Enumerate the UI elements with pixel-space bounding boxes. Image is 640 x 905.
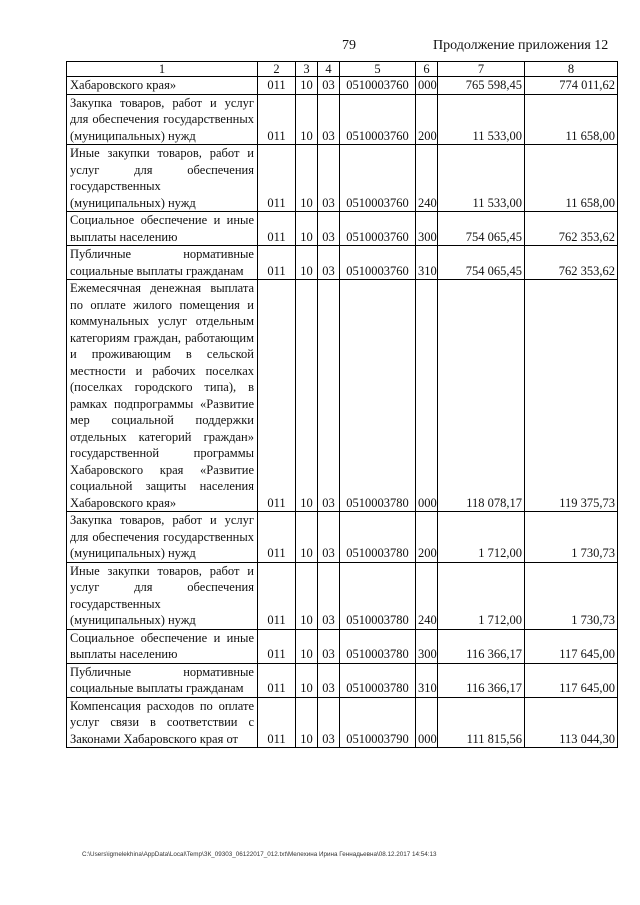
amount-cell: 754 065,45 <box>438 246 525 280</box>
table-row <box>67 663 618 697</box>
expense-name-cell: Закупка товаров, работ и услуг для обеспечения государственных (муниципальных) нужд <box>67 94 258 145</box>
table-row <box>67 562 618 629</box>
code-cell: 310 <box>416 246 438 280</box>
amount-cell: 11 658,00 <box>525 145 618 212</box>
column-header: 1 <box>67 62 258 77</box>
code-cell: 03 <box>318 212 340 246</box>
expense-name-cell: Социальное обеспечение и иные выплаты населению <box>67 212 258 246</box>
column-header: 3 <box>296 62 318 77</box>
expense-name-cell: Хабаровского края» <box>67 77 258 95</box>
code-cell: 0510003760 <box>340 94 416 145</box>
code-cell: 300 <box>416 629 438 663</box>
code-cell: 03 <box>318 145 340 212</box>
code-cell: 0510003780 <box>340 512 416 563</box>
code-cell: 011 <box>258 77 296 95</box>
amount-cell: 113 044,30 <box>525 697 618 748</box>
code-cell: 011 <box>258 94 296 145</box>
continuation-note: Продолжение приложения 12 <box>433 38 609 53</box>
budget-table <box>66 61 618 748</box>
code-cell: 03 <box>318 280 340 512</box>
code-cell: 10 <box>296 629 318 663</box>
table-row <box>67 212 618 246</box>
code-cell: 03 <box>318 562 340 629</box>
amount-cell: 762 353,62 <box>525 212 618 246</box>
code-cell: 000 <box>416 77 438 95</box>
amount-cell: 1 712,00 <box>438 562 525 629</box>
code-cell: 03 <box>318 246 340 280</box>
column-header: 7 <box>438 62 525 77</box>
amount-cell: 11 658,00 <box>525 94 618 145</box>
amount-cell: 754 065,45 <box>438 212 525 246</box>
code-cell: 000 <box>416 280 438 512</box>
code-cell: 10 <box>296 512 318 563</box>
amount-cell: 111 815,56 <box>438 697 525 748</box>
amount-cell: 774 011,62 <box>525 77 618 95</box>
code-cell: 10 <box>296 77 318 95</box>
amount-cell: 1 730,73 <box>525 512 618 563</box>
amount-cell: 117 645,00 <box>525 629 618 663</box>
expense-name-cell: Иные закупки товаров, работ и услуг для обеспечения государственных (муниципальных) нужд <box>67 145 258 212</box>
code-cell: 011 <box>258 562 296 629</box>
code-cell: 10 <box>296 697 318 748</box>
code-cell: 011 <box>258 246 296 280</box>
code-cell: 03 <box>318 697 340 748</box>
code-cell: 10 <box>296 280 318 512</box>
table-row <box>67 94 618 145</box>
amount-cell: 765 598,45 <box>438 77 525 95</box>
code-cell: 10 <box>296 562 318 629</box>
amount-cell: 118 078,17 <box>438 280 525 512</box>
code-cell: 10 <box>296 212 318 246</box>
amount-cell: 116 366,17 <box>438 629 525 663</box>
code-cell: 03 <box>318 77 340 95</box>
code-cell: 011 <box>258 145 296 212</box>
code-cell: 240 <box>416 145 438 212</box>
code-cell: 011 <box>258 512 296 563</box>
table-row <box>67 697 618 748</box>
code-cell: 0510003760 <box>340 77 416 95</box>
code-cell: 0510003760 <box>340 145 416 212</box>
amount-cell: 1 730,73 <box>525 562 618 629</box>
expense-name-cell: Публичные нормативные социальные выплаты гражданам <box>67 246 258 280</box>
table-row <box>67 145 618 212</box>
code-cell: 011 <box>258 629 296 663</box>
page-number: 79 <box>342 38 356 53</box>
code-cell: 03 <box>318 512 340 563</box>
table-row <box>67 246 618 280</box>
amount-cell: 119 375,73 <box>525 280 618 512</box>
expense-name-cell: Социальное обеспечение и иные выплаты населению <box>67 629 258 663</box>
code-cell: 0510003780 <box>340 629 416 663</box>
code-cell: 10 <box>296 246 318 280</box>
table-row <box>67 77 618 95</box>
table-row <box>67 280 618 512</box>
code-cell: 03 <box>318 94 340 145</box>
column-header: 8 <box>525 62 618 77</box>
code-cell: 03 <box>318 663 340 697</box>
column-header: 2 <box>258 62 296 77</box>
code-cell: 200 <box>416 94 438 145</box>
code-cell: 240 <box>416 562 438 629</box>
expense-name-cell: Закупка товаров, работ и услуг для обеспечения государственных (муниципальных) нужд <box>67 512 258 563</box>
amount-cell: 1 712,00 <box>438 512 525 563</box>
code-cell: 0510003780 <box>340 663 416 697</box>
code-cell: 10 <box>296 94 318 145</box>
column-number-row <box>67 62 618 77</box>
code-cell: 10 <box>296 663 318 697</box>
code-cell: 0510003790 <box>340 697 416 748</box>
amount-cell: 117 645,00 <box>525 663 618 697</box>
amount-cell: 11 533,00 <box>438 94 525 145</box>
code-cell: 0510003780 <box>340 280 416 512</box>
amount-cell: 762 353,62 <box>525 246 618 280</box>
code-cell: 03 <box>318 629 340 663</box>
expense-name-cell: Ежемесячная денежная выплата по оплате жилого помещения и коммунальных услуг отдельным категориям граждан, работающим и проживающим в сельской местности и рабочих поселках (поселках городского типа), в рамках подпрограммы «Развитие мер социальной поддержки отдельных категорий граждан» государственной программы Хабаровского края «Развитие социальной защиты населения Хабаровского края» <box>67 280 258 512</box>
table-row <box>67 512 618 563</box>
code-cell: 011 <box>258 212 296 246</box>
table-row <box>67 629 618 663</box>
code-cell: 000 <box>416 697 438 748</box>
code-cell: 0510003760 <box>340 246 416 280</box>
file-path-footer: C:\Users\igmelekhina\AppData\Local\Temp\ЗК_09303_06122017_012.txt\Мелехина Ирина Геннадьевна\08.12.2017 14:54:13 <box>82 851 437 858</box>
code-cell: 011 <box>258 663 296 697</box>
column-header: 6 <box>416 62 438 77</box>
code-cell: 0510003780 <box>340 562 416 629</box>
amount-cell: 116 366,17 <box>438 663 525 697</box>
code-cell: 10 <box>296 145 318 212</box>
code-cell: 310 <box>416 663 438 697</box>
code-cell: 200 <box>416 512 438 563</box>
expense-name-cell: Компенсация расходов по оплате услуг связи в соответствии с Законами Хабаровского края от <box>67 697 258 748</box>
amount-cell: 11 533,00 <box>438 145 525 212</box>
column-header: 4 <box>318 62 340 77</box>
expense-name-cell: Иные закупки товаров, работ и услуг для обеспечения государственных (муниципальных) нужд <box>67 562 258 629</box>
expense-name-cell: Публичные нормативные социальные выплаты гражданам <box>67 663 258 697</box>
code-cell: 011 <box>258 280 296 512</box>
code-cell: 300 <box>416 212 438 246</box>
code-cell: 011 <box>258 697 296 748</box>
column-header: 5 <box>340 62 416 77</box>
code-cell: 0510003760 <box>340 212 416 246</box>
